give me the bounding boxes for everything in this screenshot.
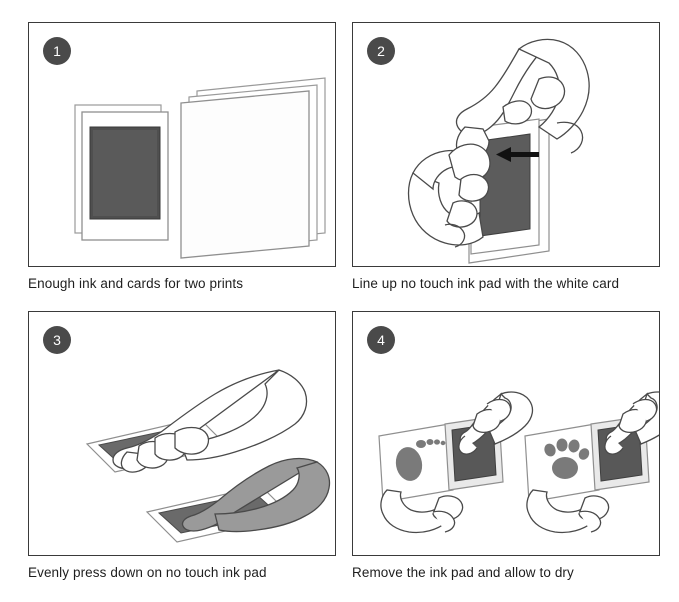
panel-3-drawing [29,312,336,556]
panel-3 [28,311,336,582]
hand-pressing-ink-pad [113,370,307,472]
panel-3-illustration-frame [28,311,336,556]
panel-3-step-badge: 3 [43,326,71,354]
panel-1-illustration-frame [28,22,336,267]
panel-2-step-badge: 2 [367,37,395,65]
panel-1-step-badge: 1 [43,37,71,65]
panel-4-caption: Remove the ink pad and allow to dry [352,564,574,580]
panel-2 [352,22,660,293]
foot-pressing-ink-pad [182,458,329,531]
panel-2-illustration-frame [352,22,660,267]
panel-grid [28,22,659,582]
panel-4 [352,311,660,582]
panel-4-illustration-frame [352,311,660,556]
panel-3-caption: Evenly press down on no touch ink pad [28,564,267,580]
hand-left-lower [381,490,463,533]
panel-2-caption: Line up no touch ink pad with the white card [352,276,620,291]
ink-pad-card [75,105,168,240]
panel-4-step-badge: 4 [367,326,395,354]
panel-2-drawing [353,23,660,267]
hand-right-lower [527,490,609,533]
hand-holding-card [409,144,490,247]
blank-card-stack [181,78,325,258]
panel-1 [28,22,336,293]
panel-1-caption: Enough ink and cards for two prints [28,276,244,291]
panel-1-drawing [29,23,336,267]
panel-4-drawing [353,312,660,556]
